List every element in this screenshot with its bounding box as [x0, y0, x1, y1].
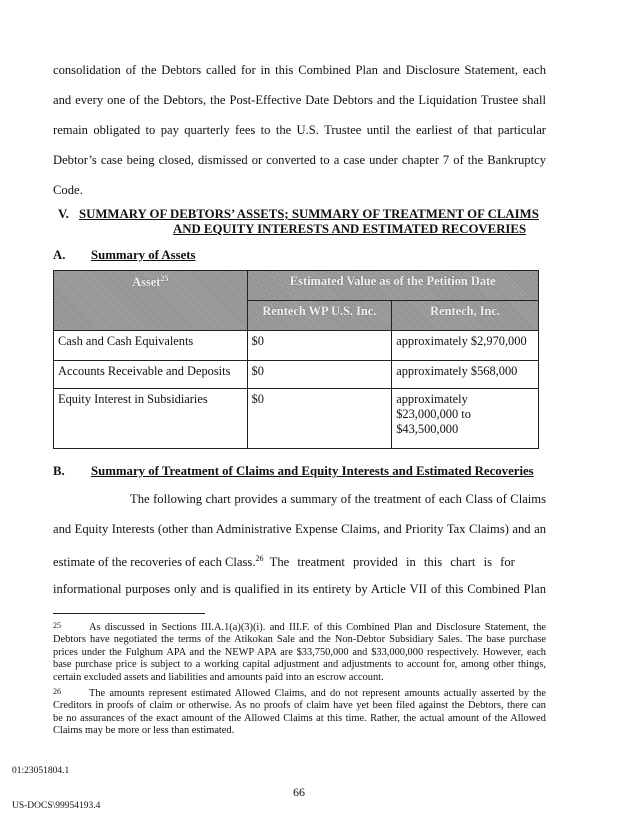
wp-value-cell: $0 — [247, 389, 392, 449]
footnote-ref: 26 — [255, 554, 264, 563]
footnote-line: Debtors have negotiated the terms of the Atikokan Sale and the Non-Debtor Subsidiary Sales. The base purchase — [53, 634, 546, 646]
footnote-line: Creditors in proofs of claim or otherwise. As no proofs of claim have yet been filed against the Debtors, there can — [53, 700, 546, 712]
inc-value-cell: approximately $23,000,000 to $43,500,000 — [392, 389, 539, 449]
page-number: 66 — [293, 785, 305, 799]
section-b-heading — [53, 464, 534, 479]
table-row — [54, 389, 539, 449]
rentech-inc-header: Rentech, Inc. — [392, 301, 539, 331]
table-row — [54, 331, 539, 361]
footnote-ref: 25 — [160, 274, 169, 283]
footnote-line: certain excluded assets and liabilities and amounts paid into an escrow account. — [53, 671, 384, 683]
asset-cell: Accounts Receivable and Deposits — [54, 361, 248, 389]
asset-cell: Equity Interest in Subsidiaries — [54, 389, 248, 449]
text-line: The following chart provides a summary of the treatment of each Class of Claims — [130, 492, 546, 506]
section-a-title: Summary of Assets — [91, 248, 196, 262]
footnote-marker: 26 — [53, 687, 61, 696]
section-b-title: Summary of Treatment of Claims and Equity Interests and Estimated Recoveries — [91, 464, 534, 478]
rentech-wp-header: Rentech WP U.S. Inc. — [247, 301, 392, 331]
section-letter: A. — [53, 248, 66, 262]
section-title-line1: SUMMARY OF DEBTORS’ ASSETS; SUMMARY OF TREATMENT OF CLAIMS — [79, 207, 539, 221]
text-line: and every one of the Debtors, the Post-Effective Date Debtors and the Liquidation Trustee shall — [53, 93, 546, 107]
inc-value-cell: approximately $2,970,000 — [392, 331, 539, 361]
assets-table — [53, 270, 539, 449]
section-b-paragraph — [53, 484, 546, 604]
section-title-line2: AND EQUITY INTERESTS AND ESTIMATED RECOVERIES — [173, 222, 527, 236]
text-line: and Equity Interests (other than Administrative Expense Claims, and Priority Tax Claims) and an — [53, 522, 546, 536]
text-line: Code. — [53, 183, 83, 197]
asset-cell: Cash and Cash Equivalents — [54, 331, 248, 361]
wp-value-cell: $0 — [247, 361, 392, 389]
footnote-line: be no assurances of the exact amount of the Allowed Claims at this time. Rather, the actual amount of the Allowed — [53, 712, 546, 724]
footnote-26 — [53, 688, 546, 738]
footnote-separator — [53, 613, 205, 614]
text-line: Debtor’s case being closed, dismissed or converted to a case under chapter 7 of the Bankruptcy — [53, 153, 546, 167]
table-row — [54, 361, 539, 389]
footnote-25 — [53, 622, 546, 684]
wp-value-cell: $0 — [247, 331, 392, 361]
doc-id-bottom: US-DOCS\99954193.4 — [12, 801, 101, 811]
text-line: informational purposes only and is qualified in its entirety by Article VII of this Combined Plan — [53, 582, 546, 596]
footnote-line: base purchase price is subject to a working capital adjustment and adjustments to account for, among other things, — [53, 659, 546, 671]
footnote-line: As discussed in Sections III.A.1(a)(3)(i). and III.F. of this Combined Plan and Disclosure Statement, the — [89, 622, 546, 633]
doc-id-top: 01:23051804.1 — [12, 766, 70, 776]
estimated-value-header: Estimated Value as of the Petition Date — [247, 271, 538, 301]
text-line: estimate of the recoveries of each Class.$^{26}$ The treatment provided in this chart is for — [53, 554, 515, 570]
footnote-marker: 25 — [53, 621, 61, 630]
footnote-line: Claims may be more or less than estimated. — [53, 725, 235, 737]
footnote-line: The amounts represent estimated Allowed Claims, and do not represent amounts actually asserted by the — [89, 688, 546, 699]
text-line: consolidation of the Debtors called for in this Combined Plan and Disclosure Statement, each — [53, 63, 546, 77]
footnote-line: prices under the Fulghum APA and the NEWP APA are $33,750,000 and $33,000,000 respectively. However, each — [53, 646, 546, 658]
section-number: V. — [58, 207, 69, 221]
intro-paragraph — [53, 55, 546, 205]
asset-column-header: Asset$^{25}$ — [54, 271, 248, 331]
section-letter: B. — [53, 464, 65, 478]
text-line: remain obligated to pay quarterly fees to the U.S. Trustee until the earliest of that particular — [53, 123, 546, 137]
inc-value-cell: approximately $568,000 — [392, 361, 539, 389]
section-a-heading — [53, 248, 196, 263]
